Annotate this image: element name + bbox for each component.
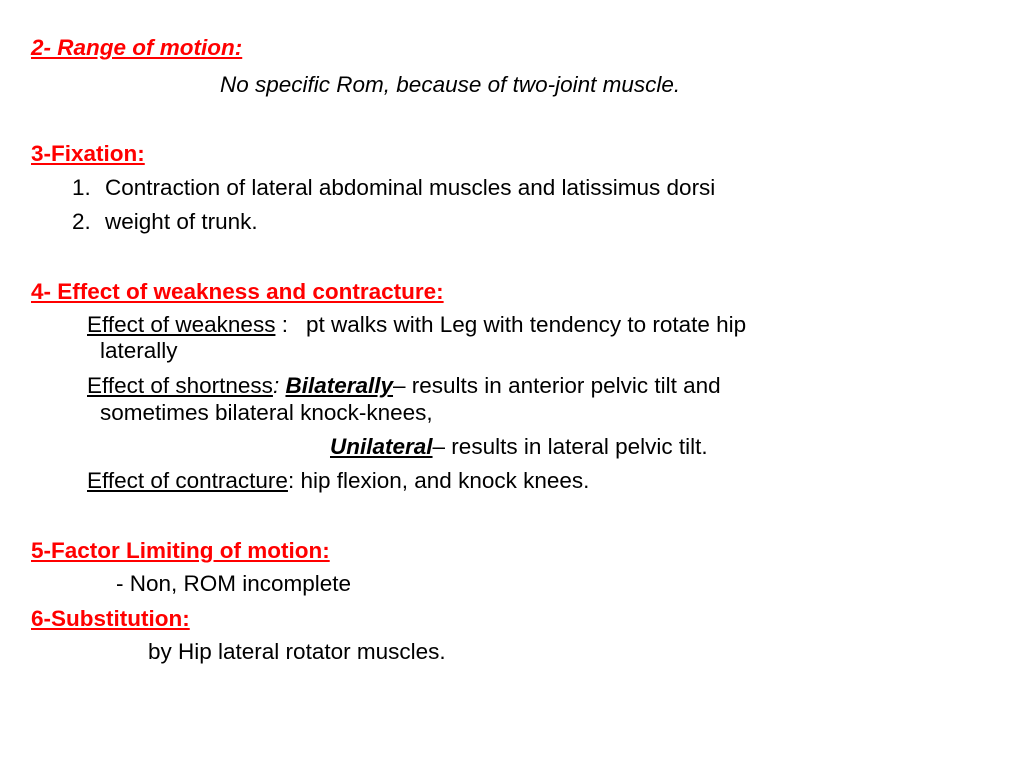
substitution-heading: 6-Substitution:	[31, 606, 190, 631]
fixation-item-1	[72, 174, 715, 201]
effect-weakness-line	[87, 311, 746, 338]
effect-shortness-label: Effect of shortness	[87, 373, 273, 398]
unilateral-line	[330, 433, 708, 460]
unilateral-term: Unilateral	[330, 434, 433, 459]
effect-heading: 4- Effect of weakness and contracture:	[31, 279, 444, 304]
fixation-item-1-number: 1.	[72, 175, 91, 200]
range-of-motion-heading: 2- Range of motion:	[31, 35, 243, 60]
bilaterally-continuation: sometimes bilateral knock-knees,	[100, 400, 433, 425]
factor-limiting-heading: 5-Factor Limiting of motion:	[31, 538, 330, 563]
fixation-item-2	[72, 208, 258, 235]
bilaterally-term: Bilaterally	[285, 373, 394, 398]
effect-weakness-label: Effect of weakness	[87, 312, 276, 337]
factor-limiting-text: - Non, ROM incomplete	[116, 571, 352, 596]
unilateral-text: – results in lateral pelvic tilt.	[432, 434, 708, 459]
substitution-text: by Hip lateral rotator muscles.	[148, 639, 446, 664]
fixation-item-2-number: 2.	[72, 209, 91, 234]
bilaterally-text: – results in anterior pelvic tilt and	[393, 373, 721, 398]
effect-contracture-text: : hip flexion, and knock knees.	[287, 468, 590, 493]
effect-shortness-separator: :	[272, 373, 286, 398]
fixation-item-1-text: Contraction of lateral abdominal muscles and latissimus dorsi	[105, 175, 716, 200]
effect-shortness-line	[87, 372, 721, 399]
range-of-motion-text: No specific Rom, because of two-joint muscle.	[220, 72, 681, 97]
fixation-heading: 3-Fixation:	[31, 141, 145, 166]
effect-weakness-separator: :	[275, 312, 288, 337]
fixation-item-2-text: weight of trunk.	[105, 209, 258, 234]
effect-weakness-text: pt walks with Leg with tendency to rotate hip	[305, 312, 747, 337]
effect-weakness-continuation: laterally	[100, 338, 178, 363]
effect-contracture-label: Effect of contracture	[87, 468, 288, 493]
effect-contracture-line	[87, 467, 589, 494]
